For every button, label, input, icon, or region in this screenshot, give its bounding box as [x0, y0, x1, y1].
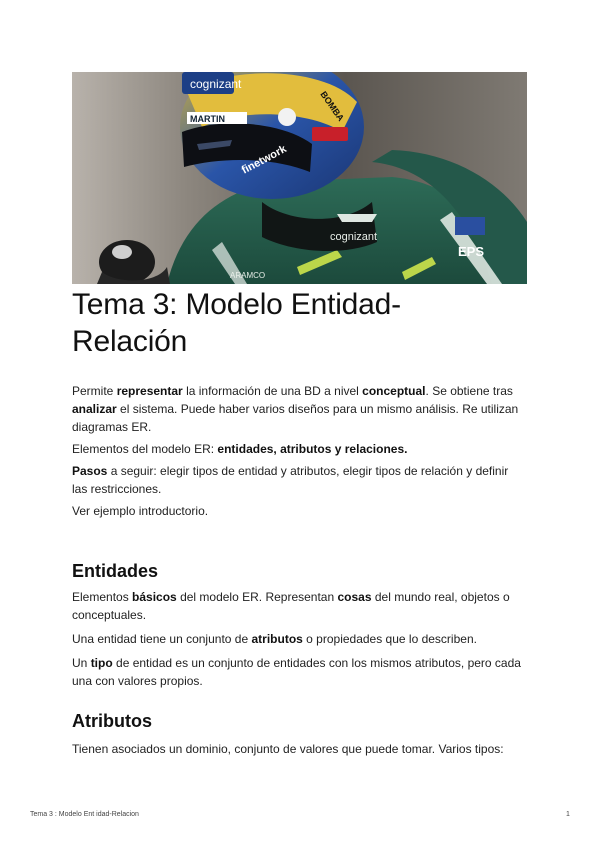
text: el sistema. Puede haber varios diseños para un mismo análisis. Re utilizan	[116, 402, 519, 416]
entidades-paragraph-1	[72, 588, 528, 624]
text: o propiedades que lo describen.	[302, 632, 477, 646]
document-content	[72, 284, 528, 758]
entidades-section	[72, 560, 528, 690]
svg-text:MARTIN: MARTIN	[190, 114, 225, 124]
text: Una entidad tiene un conjunto de	[72, 632, 252, 646]
title-line-1: Tema 3: Modelo Entidad-	[72, 288, 401, 321]
svg-text:cognizant: cognizant	[190, 77, 242, 91]
intro-paragraph-3	[72, 462, 528, 498]
footer-document-title: Tema 3 : Modelo Ent idad-Relacion	[30, 811, 139, 818]
bold-text: atributos	[251, 632, 303, 646]
text: del mundo real, objetos o	[371, 590, 510, 604]
bold-text: conceptual	[362, 384, 426, 398]
atributos-section	[72, 710, 528, 758]
intro-paragraph-1	[72, 382, 528, 436]
driver-helmet-photo-icon	[72, 72, 527, 284]
bold-text: analizar	[72, 402, 117, 416]
entidades-paragraph-2	[72, 630, 528, 648]
atributos-paragraph-1: Tienen asociados un dominio, conjunto de valores que puede tomar. Varios tipos:	[72, 742, 504, 756]
title-line-2: Relación	[72, 325, 188, 358]
svg-text:ARAMCO: ARAMCO	[230, 271, 266, 280]
atributos-heading: Atributos	[72, 711, 152, 731]
text: conceptuales.	[72, 608, 147, 622]
text: Un	[72, 656, 91, 670]
svg-text:BOMBA: BOMBA	[318, 89, 347, 123]
text: las restricciones.	[72, 482, 162, 496]
bold-text: básicos	[132, 590, 177, 604]
text: Elementos	[72, 590, 133, 604]
bold-text: Pasos	[72, 464, 108, 478]
footer-page-number: 1	[566, 811, 570, 818]
text: Permite	[72, 384, 117, 398]
text: la información de una BD a nivel	[182, 384, 363, 398]
intro-section	[72, 382, 528, 520]
text: a seguir: elegir tipos de entidad y atributos, elegir tipos de relación y definir	[107, 464, 509, 478]
entidades-paragraph-3	[72, 654, 528, 690]
intro-paragraph-4	[72, 502, 528, 520]
text: de entidad es un conjunto de entidades con los mismos atributos, pero cada	[112, 656, 521, 670]
text: del modelo ER. Representan	[176, 590, 338, 604]
bold-text: cosas	[337, 590, 372, 604]
cover-image	[72, 72, 527, 284]
entidades-heading: Entidades	[72, 561, 159, 581]
bold-text: tipo	[90, 656, 113, 670]
example-link[interactable]: Ver ejemplo introductorio.	[72, 504, 209, 518]
text: Elementos del modelo ER:	[72, 442, 218, 456]
bold-text: entidades, atributos y relaciones.	[217, 442, 408, 456]
bold-text: representar	[116, 384, 183, 398]
svg-text:EPS: EPS	[458, 244, 485, 259]
text: diagramas ER.	[72, 420, 152, 434]
svg-text:finetwork: finetwork	[239, 143, 289, 177]
intro-paragraph-2	[72, 440, 528, 458]
svg-text:cognizant: cognizant	[330, 231, 378, 243]
document-title	[72, 286, 528, 360]
text: una con valores propios.	[72, 674, 203, 688]
text: . Se obtiene tras	[425, 384, 513, 398]
